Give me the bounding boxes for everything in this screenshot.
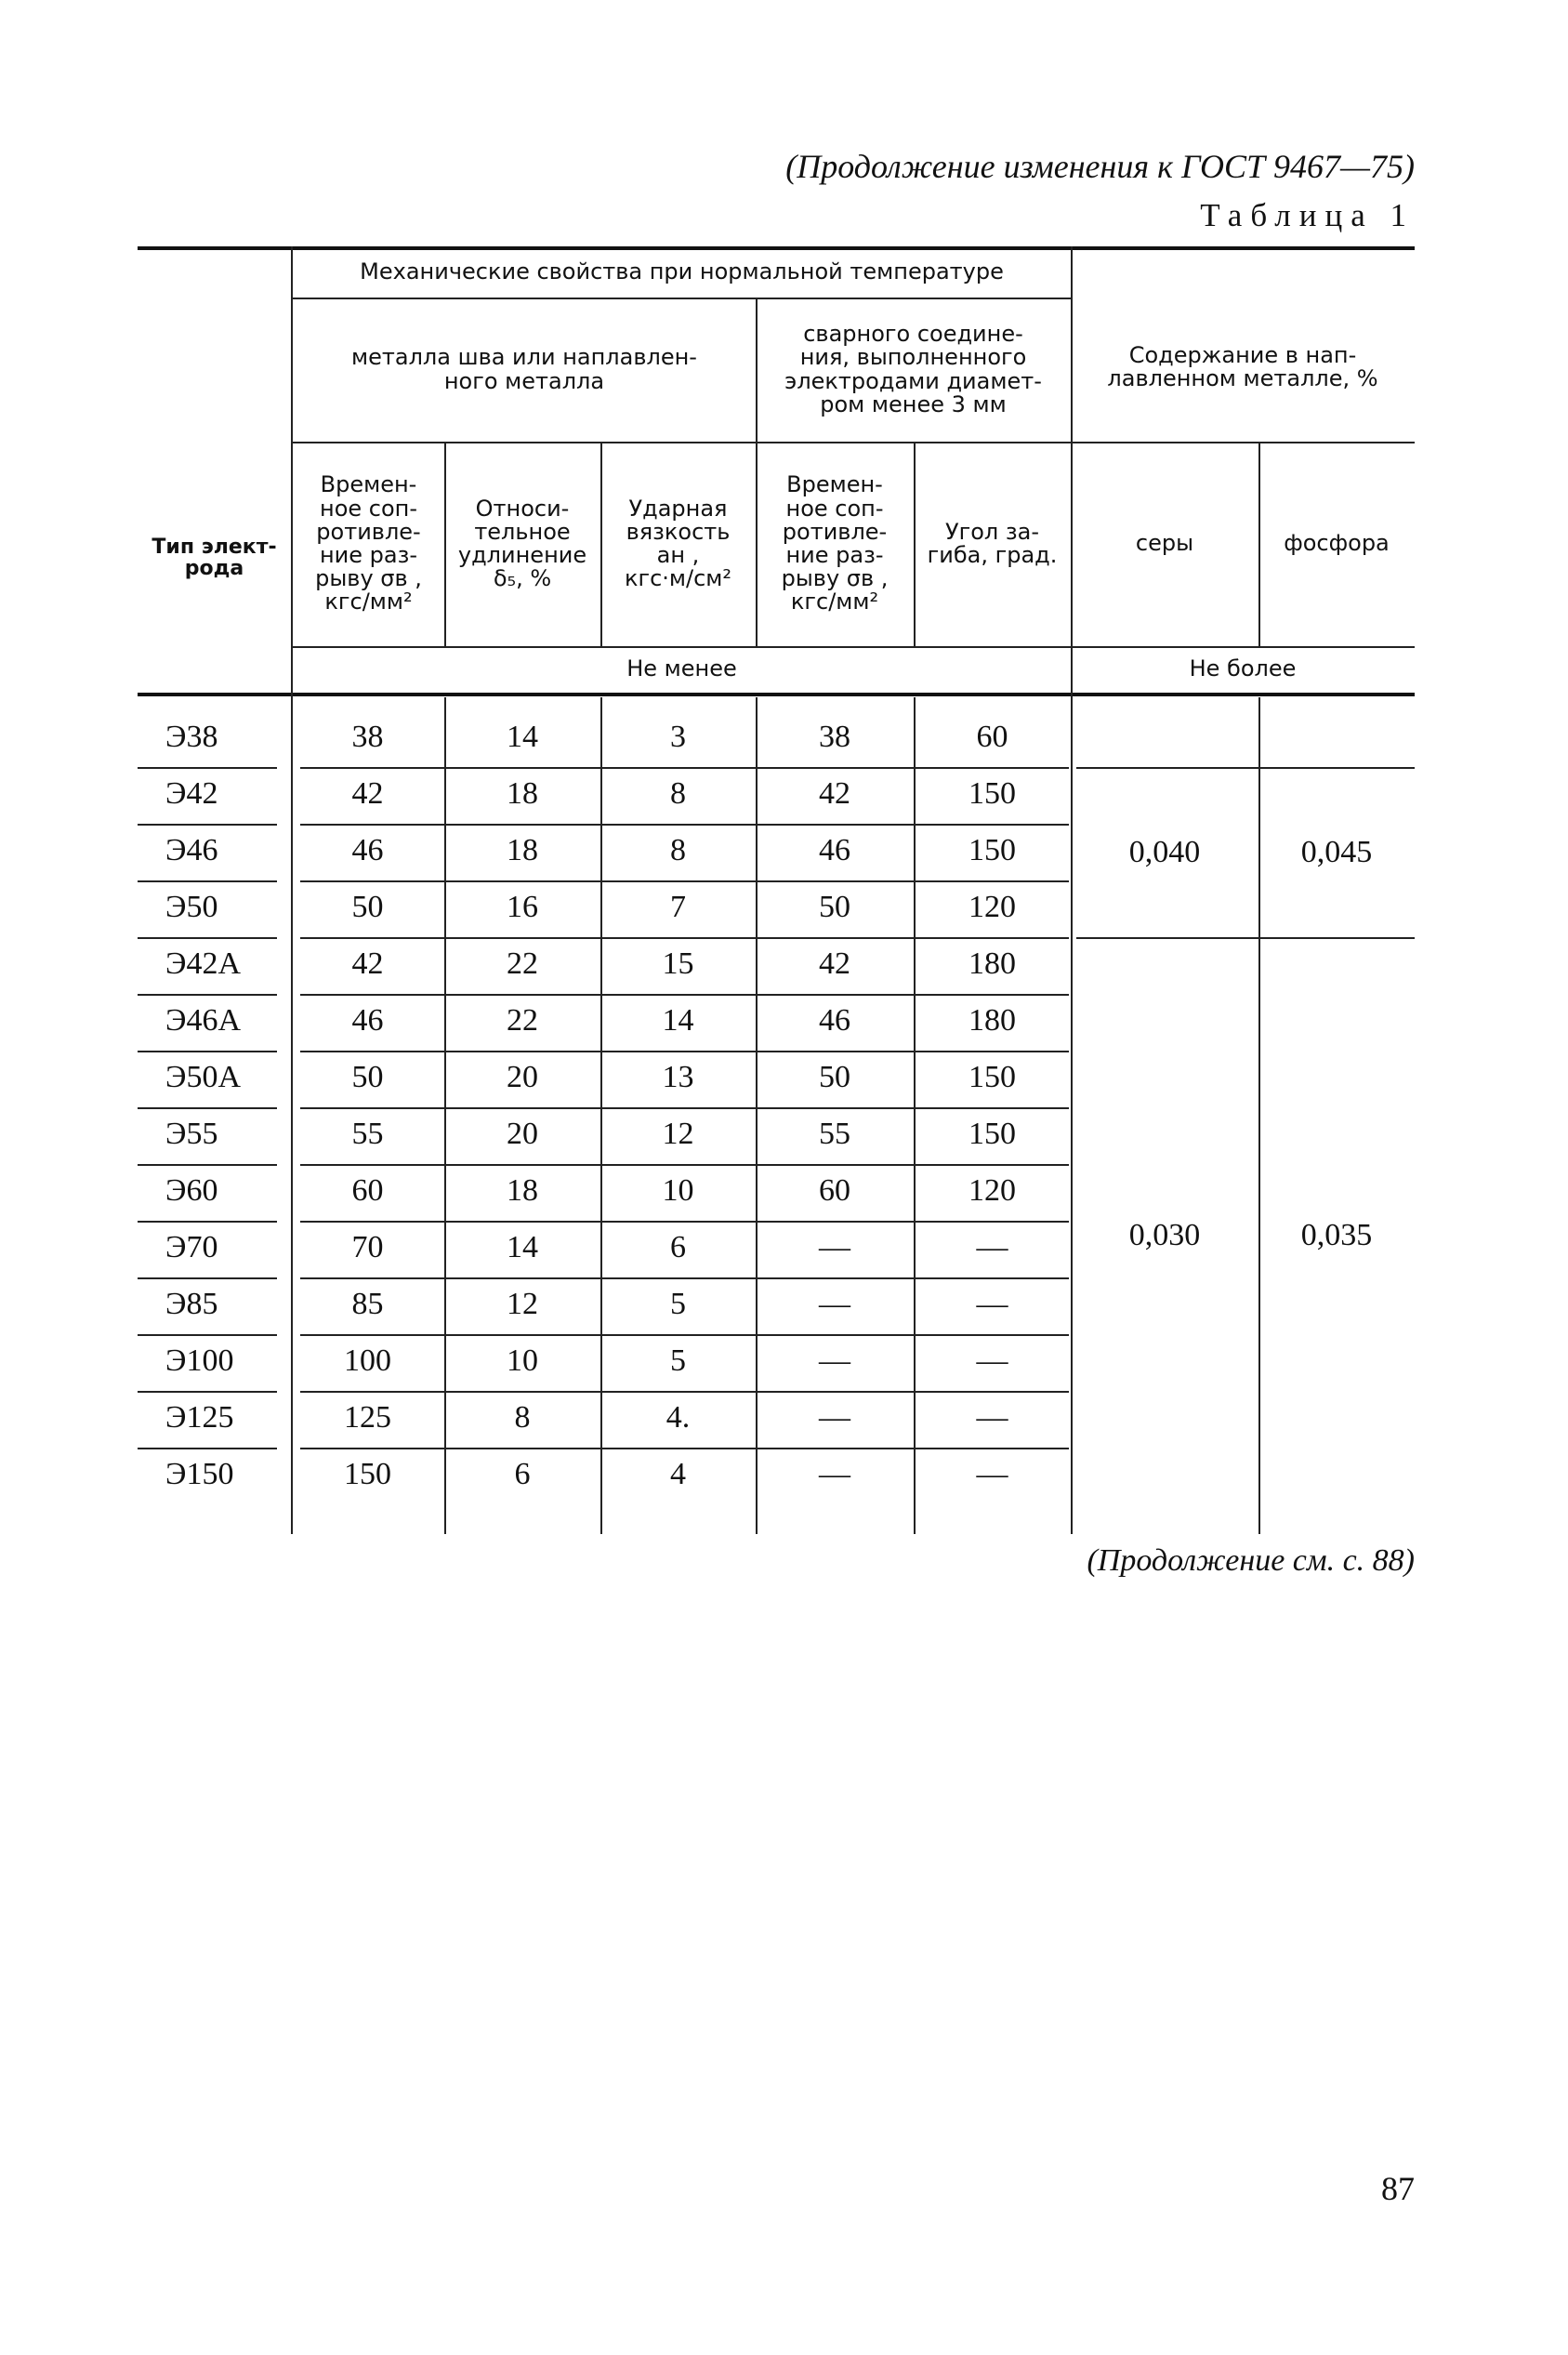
- elongation-value: 16: [507, 889, 538, 924]
- bend-angle-value: 150: [968, 775, 1016, 811]
- header-impact-strength: Ударная вязкость aн , кгс·м/см²: [624, 495, 732, 592]
- impact-strength-value: 4: [670, 1456, 686, 1491]
- joint-tensile-strength-value: 55: [819, 1116, 850, 1151]
- electrode-code: Э42А: [165, 946, 241, 981]
- impact-strength-value: 4.: [665, 1399, 691, 1435]
- electrode-code: Э50: [165, 889, 218, 924]
- impact-strength-value: 3: [670, 719, 686, 754]
- tensile-strength-value: 50: [351, 1059, 384, 1094]
- elongation-value: 18: [507, 775, 538, 811]
- impact-strength-value: 6: [670, 1229, 686, 1264]
- tensile-strength-value: 42: [351, 946, 384, 981]
- document-header: (Продолжение изменения к ГОСТ 9467—75): [785, 148, 1415, 185]
- elongation-value: 18: [507, 1172, 538, 1208]
- electrode-code: Э70: [165, 1229, 218, 1264]
- elongation-value: 14: [507, 719, 538, 754]
- electrode-code: Э50А: [165, 1059, 241, 1094]
- header-joint-tensile-strength: Времен- ное соп- ротивле- ние раз- рыву σв , кгс/мм²: [781, 471, 889, 615]
- bend-angle-value: 120: [968, 1172, 1016, 1208]
- joint-tensile-strength-value: —: [819, 1229, 850, 1264]
- bend-angle-value: —: [976, 1286, 1008, 1321]
- tensile-strength-value: 46: [351, 832, 384, 867]
- page-number: 87: [1381, 2170, 1415, 2207]
- impact-strength-value: 5: [670, 1343, 686, 1378]
- header-electrode-type: Тип элект- рода: [152, 535, 277, 580]
- header-tensile-strength: Времен- ное соп- ротивле- ние раз- рыву σв , кгс/мм²: [315, 471, 422, 615]
- elongation-value: 18: [507, 832, 538, 867]
- header-content: Содержание в нап- лавленном металле, %: [1107, 341, 1378, 391]
- bend-angle-value: 120: [968, 889, 1016, 924]
- header-weld-metal: металла шва или наплавлен- ного металла: [351, 344, 697, 394]
- electrode-code: Э100: [165, 1343, 234, 1378]
- tensile-strength-value: 125: [344, 1399, 391, 1435]
- bend-angle-value: 150: [968, 1059, 1016, 1094]
- tensile-strength-value: 38: [351, 719, 384, 754]
- electrode-code: Э85: [165, 1286, 218, 1321]
- elongation-value: 20: [507, 1116, 538, 1151]
- table-label: Таблица 1: [1200, 197, 1415, 233]
- joint-tensile-strength-value: 46: [819, 1002, 850, 1038]
- header-welded-joint: сварного соедине- ния, выполненного электродами диамет- ром менее 3 мм: [784, 321, 1042, 417]
- joint-tensile-strength-value: 60: [819, 1172, 850, 1208]
- bend-angle-value: —: [976, 1456, 1008, 1491]
- electrode-code: Э46А: [165, 1002, 241, 1038]
- electrode-code: Э150: [165, 1456, 234, 1491]
- properties-table: [138, 246, 1415, 1534]
- elongation-value: 10: [507, 1343, 538, 1378]
- phosphorus-group-1: 0,045: [1300, 834, 1373, 869]
- footer-continuation: (Продолжение см. с. 88): [1087, 1543, 1415, 1578]
- header-sulfur: серы: [1135, 530, 1194, 557]
- impact-strength-value: 14: [662, 1002, 694, 1038]
- elongation-value: 6: [514, 1456, 531, 1491]
- joint-tensile-strength-value: 42: [819, 775, 850, 811]
- tensile-strength-value: 50: [351, 889, 384, 924]
- joint-tensile-strength-value: 46: [819, 832, 850, 867]
- joint-tensile-strength-value: 42: [819, 946, 850, 981]
- elongation-value: 22: [507, 1002, 538, 1038]
- header-elongation: Относи- тельное удлинение δ₅, %: [457, 495, 587, 592]
- joint-tensile-strength-value: 50: [819, 1059, 850, 1094]
- impact-strength-value: 15: [662, 946, 694, 981]
- elongation-value: 14: [507, 1229, 538, 1264]
- bend-angle-value: 180: [968, 1002, 1016, 1038]
- header-not-less: Не менее: [626, 655, 737, 682]
- bend-angle-value: 150: [968, 832, 1016, 867]
- impact-strength-value: 12: [662, 1116, 694, 1151]
- joint-tensile-strength-value: —: [819, 1343, 850, 1378]
- tensile-strength-value: 55: [351, 1116, 384, 1151]
- elongation-value: 20: [507, 1059, 538, 1094]
- header-bend-angle: Угол за- гиба, град.: [927, 518, 1058, 568]
- joint-tensile-strength-value: —: [819, 1399, 850, 1435]
- impact-strength-value: 5: [670, 1286, 686, 1321]
- tensile-strength-value: 42: [351, 775, 384, 811]
- impact-strength-value: 7: [670, 889, 686, 924]
- header-mechanical-properties: Механические свойства при нормальной температуре: [360, 258, 1004, 284]
- sulfur-group-1: 0,040: [1128, 834, 1201, 869]
- electrode-code: Э46: [165, 832, 218, 867]
- phosphorus-group-2: 0,035: [1300, 1218, 1373, 1253]
- tensile-strength-value: 100: [344, 1343, 391, 1378]
- bend-angle-value: —: [976, 1399, 1008, 1435]
- bend-angle-value: —: [976, 1343, 1008, 1378]
- impact-strength-value: 8: [670, 832, 686, 867]
- bend-angle-value: 180: [968, 946, 1016, 981]
- impact-strength-value: 8: [670, 775, 686, 811]
- elongation-value: 12: [507, 1286, 538, 1321]
- bend-angle-value: —: [976, 1229, 1008, 1264]
- tensile-strength-value: 46: [351, 1002, 384, 1038]
- tensile-strength-value: 150: [344, 1456, 391, 1491]
- impact-strength-value: 13: [662, 1059, 694, 1094]
- tensile-strength-value: 85: [351, 1286, 384, 1321]
- joint-tensile-strength-value: 38: [819, 719, 850, 754]
- bend-angle-value: 150: [968, 1116, 1016, 1151]
- electrode-code: Э38: [165, 719, 218, 754]
- header-phosphorus: фосфора: [1284, 530, 1390, 557]
- electrode-code: Э125: [165, 1399, 234, 1435]
- sulfur-group-2: 0,030: [1128, 1218, 1201, 1253]
- electrode-code: Э55: [165, 1116, 218, 1151]
- header-not-more: Не более: [1189, 655, 1297, 682]
- tensile-strength-value: 60: [351, 1172, 384, 1208]
- electrode-code: Э42: [165, 775, 218, 811]
- joint-tensile-strength-value: 50: [819, 889, 850, 924]
- elongation-value: 8: [514, 1399, 531, 1435]
- tensile-strength-value: 70: [351, 1229, 384, 1264]
- elongation-value: 22: [507, 946, 538, 981]
- joint-tensile-strength-value: —: [819, 1286, 850, 1321]
- electrode-code: Э60: [165, 1172, 218, 1208]
- impact-strength-value: 10: [662, 1172, 694, 1208]
- bend-angle-value: 60: [976, 719, 1008, 754]
- joint-tensile-strength-value: —: [819, 1456, 850, 1491]
